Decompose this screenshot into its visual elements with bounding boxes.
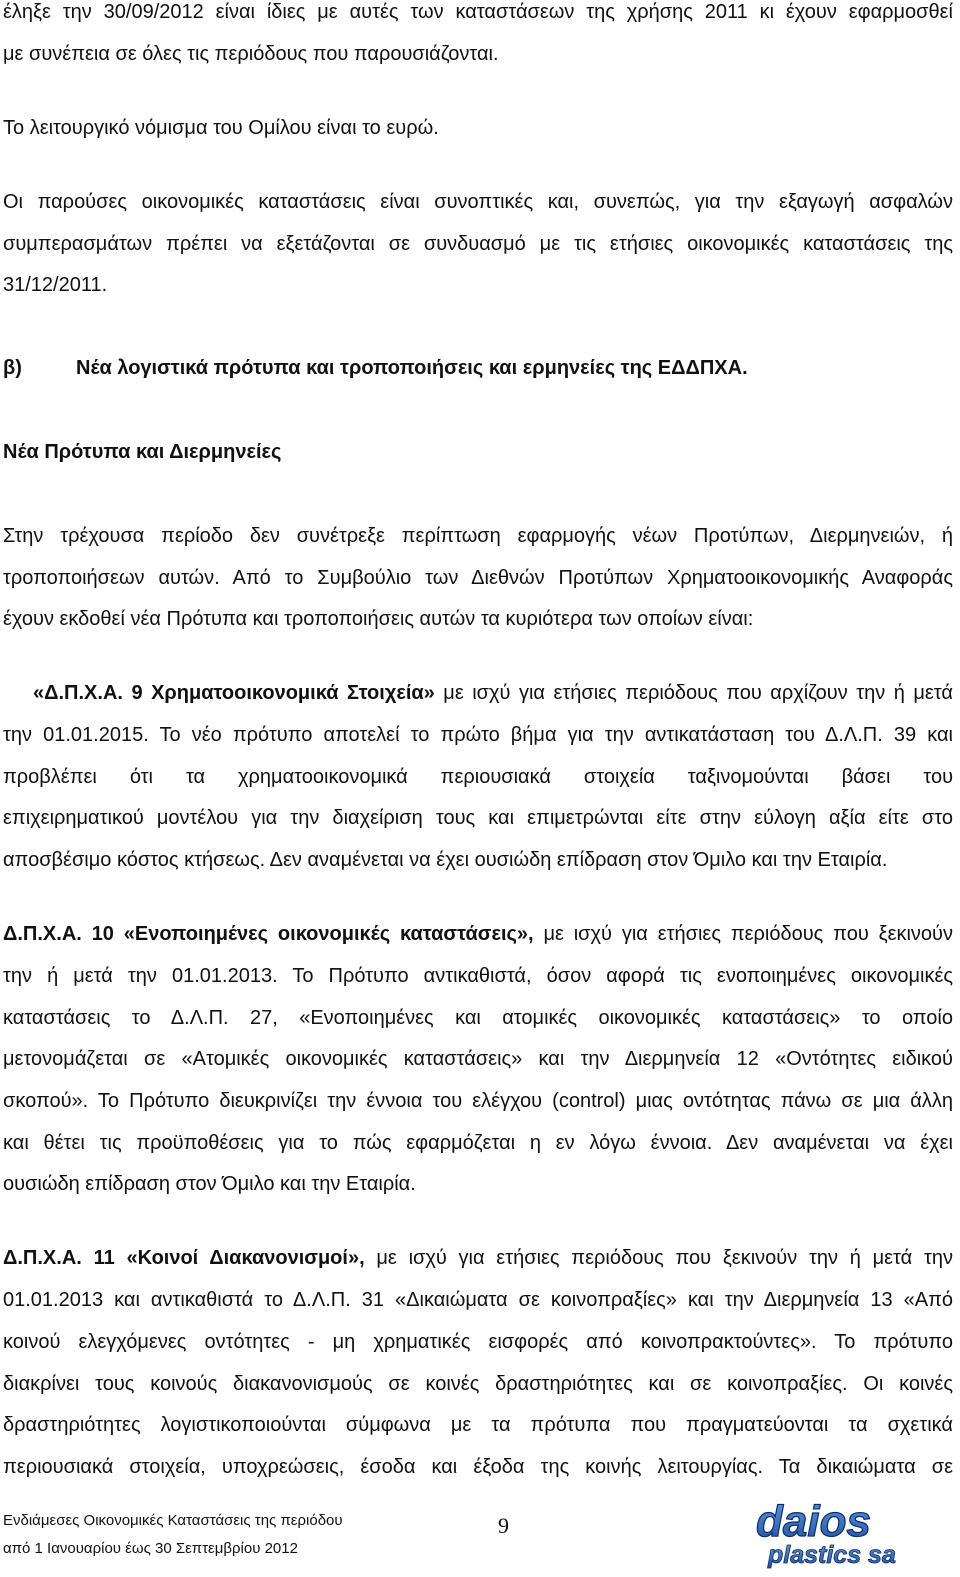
ifrs9-first-line: «Δ.Π.Χ.Α. 9 Χρηματοοικονομικά Στοιχεία» με ισχύ για ετήσιες περιόδους που αρχίζουν την ή μετά <box>33 682 953 704</box>
logo-wordmark: daios <box>756 1500 871 1546</box>
company-logo <box>748 1500 954 1570</box>
paragraph-line: τροποποιήσεων αυτών. Από το Συμβούλιο των Διεθνών Προτύπων Χρηματοοικονομικής Αναφοράς <box>3 567 953 589</box>
paragraph-line: έχουν εκδοθεί νέα Πρότυπα και τροποποιήσεις αυτών τα κυριότερα των οποίων είναι: <box>3 608 754 630</box>
paragraph-line: καταστάσεις το Δ.Λ.Π. 27, «Ενοποιημένες και ατομικές οικονομικές καταστάσεις» το οποίο <box>3 1007 953 1029</box>
paragraph-line: έληξε την 30/09/2012 είναι ίδιες με αυτές των καταστάσεων της χρήσης 2011 κι έχουν εφαρμοσθεί <box>3 1 953 23</box>
paragraph-line: περιουσιακά στοιχεία, υποχρεώσεις, έσοδα και έξοδα της κοινής λειτουργίας. Τα δικαιώματα σε <box>3 1456 953 1478</box>
logo-subtext: plastics sa <box>768 1541 896 1569</box>
ifrs11-first-line: Δ.Π.Χ.Α. 11 «Κοινοί Διακανονισμοί», με ισχύ για ετήσιες περιόδους που ξεκινούν την ή μετά την <box>3 1247 953 1269</box>
paragraph-line: 31/12/2011. <box>3 274 108 296</box>
section-number: β) <box>3 357 22 379</box>
ifrs10-first-line: Δ.Π.Χ.Α. 10 «Ενοποιημένες οικονομικές καταστάσεις», με ισχύ για ετήσιες περιόδους που ξεκινούν <box>3 923 953 945</box>
paragraph-line: ουσιώδη επίδραση στον Όμιλο και την Εταιρία. <box>3 1173 416 1195</box>
section-title: Νέα λογιστικά πρότυπα και τροποποιήσεις και ερμηνείες της ΕΔΔΠΧΑ. <box>76 357 748 379</box>
paragraph-line: δραστηριότητες λογιστικοποιούνται σύμφωνα με τα πρότυπα που πραγματεύονται τα σχετικά <box>3 1414 953 1436</box>
footer-period: από 1 Ιανουαρίου έως 30 Σεπτεμβρίου 2012 <box>3 1540 298 1557</box>
paragraph-line: 01.01.2013 και αντικαθιστά το Δ.Λ.Π. 31 «Δικαιώματα σε κοινοπραξίες» και την Διερμηνεία 13 «Από <box>3 1289 953 1311</box>
footer-title: Ενδιάμεσες Οικονομικές Καταστάσεις της περιόδου <box>3 1512 343 1529</box>
page-number: 9 <box>498 1513 509 1538</box>
paragraph-line: Στην τρέχουσα περίοδο δεν συνέτρεξε περίπτωση εφαρμογής νέων Προτύπων, Διερμηνειών, ή <box>3 525 953 547</box>
paragraph-line: συμπερασμάτων πρέπει να εξετάζονται σε συνδυασμό με τις ετήσιες οικονομικές καταστάσεις της <box>3 233 953 255</box>
paragraph-line: διακρίνει τους κοινούς διακανονισμούς σε κοινές δραστηριότητες και σε κοινοπραξίες. Οι κοινές <box>3 1373 953 1395</box>
paragraph-line: κοινού ελεγχόμενες οντότητες - μη χρηματικές εισφορές από κοινοπρακτούντες». Το πρότυπο <box>3 1331 953 1353</box>
paragraph-line: και θέτει τις προϋποθέσεις για το πώς εφαρμόζεται η εν λόγω έννοια. Δεν αναμένεται να έχει <box>3 1132 953 1154</box>
ifrs9-title: «Δ.Π.Χ.Α. 9 Χρηματοοικονομικά Στοιχεία» <box>33 682 435 704</box>
ifrs10-title: Δ.Π.Χ.Α. 10 «Ενοποιημένες οικονομικές καταστάσεις», <box>3 923 534 945</box>
paragraph-line: μετονομάζεται σε «Ατομικές οικονομικές καταστάσεις» και την Διερμηνεία 12 «Οντότητες ειδικού <box>3 1048 953 1070</box>
paragraph-line: με συνέπεια σε όλες τις περιόδους που παρουσιάζονται. <box>3 43 499 65</box>
ifrs11-title: Δ.Π.Χ.Α. 11 «Κοινοί Διακανονισμοί», <box>3 1247 365 1269</box>
paragraph-line: σκοπού». Το Πρότυπο διευκρινίζει την έννοια του ελέγχου (control) μιας οντότητας πάνω σε μια άλλη <box>3 1090 953 1112</box>
section-heading <box>3 356 953 380</box>
subheading: Νέα Πρότυπα και Διερμηνείες <box>3 441 282 463</box>
paragraph-line: αποσβέσιμο κόστος κτήσεως. Δεν αναμένεται να έχει ουσιώδη επίδραση στον Όμιλο και την Εταιρία. <box>3 849 888 871</box>
paragraph-line: επιχειρηματικού μοντέλου για την διαχείριση τους και επιμετρώνται είτε στην εύλογη αξία είτε στο <box>3 807 953 829</box>
paragraph-line: την 01.01.2015. Το νέο πρότυπο αποτελεί το πρώτο βήμα για την αντικατάσταση του Δ.Λ.Π. 39 και <box>3 724 953 746</box>
paragraph-line: Το λειτουργικό νόμισμα του Ομίλου είναι το ευρώ. <box>3 117 439 139</box>
paragraph-line: προβλέπει ότι τα χρηματοοικονομικά περιουσιακά στοιχεία ταξινομούνται βάσει του <box>3 766 953 788</box>
paragraph-line: την ή μετά την 01.01.2013. Το Πρότυπο αντικαθιστά, όσον αφορά τις ενοποιημένες οικονομικές <box>3 965 953 987</box>
paragraph-line: Οι παρούσες οικονομικές καταστάσεις είναι συνοπτικές και, συνεπώς, για την εξαγωγή ασφαλών <box>3 191 953 213</box>
